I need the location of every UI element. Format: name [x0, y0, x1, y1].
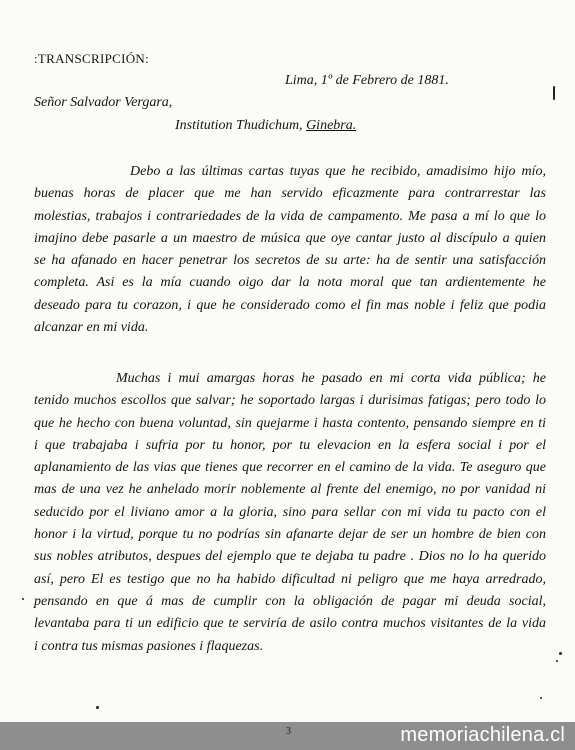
paragraph-2 [34, 368, 546, 658]
paragraph-line: levantaba para ti un edificio que te serviría de asilo contra muchos visitantes de la vida [34, 616, 546, 632]
letter-salutation: Señor Salvador Vergara, [34, 95, 173, 110]
scan-speck [96, 706, 99, 709]
paragraph-line: i que trabajaba i sufria por tu honor, por tu elevacion en la esfera social i por el [34, 437, 546, 453]
letter-address [175, 118, 356, 134]
paragraph-line: alcanzar en mi vida. [34, 320, 149, 336]
paragraph-line: completa. Asi es la mía cuando oigo dar la nota moral que tan ardientemente he [34, 275, 546, 291]
paragraph-line: mas de una vez he anhelado morir noblemente al frente del enemigo, no por vanidad ni [34, 482, 546, 498]
page-number: 3 [286, 726, 291, 737]
address-institution: Institution Thudichum, [175, 118, 303, 133]
letter-date: Lima, 1º de Febrero de 1881. [285, 73, 449, 88]
paragraph-line: seducido por el liviano amor a la gloria, sino para sellar con mi vida tu pacto con el [34, 504, 546, 520]
scan-speck [22, 598, 24, 600]
address-city: Ginebra. [306, 118, 357, 133]
paragraph-line: deseado para tu corazon, i que he considerado como el fin mas noble i feliz que podia [34, 297, 546, 313]
scan-speck [559, 652, 562, 655]
paragraph-1 [34, 161, 546, 339]
paragraph-line: tenido muchos escollos que salvar; he soportado largas i durisimas fatigas; pero todo lo [34, 393, 546, 409]
scan-speck [553, 86, 555, 100]
paragraph-line: imajino debe pasarle a un maestro de música que oye cantar justo al discípulo a quien [34, 230, 546, 246]
scan-speck [540, 697, 542, 699]
paragraph-line: sus nobles atributos, despues del ejemplo que te dejaba tu padre . Dios no lo ha querido [34, 549, 546, 565]
scan-speck [556, 660, 558, 662]
memoriachilena-watermark: memoriachilena.cl [400, 724, 565, 746]
paragraph-line: i contra tus mismas pasiones i flaquezas. [34, 638, 264, 654]
transcription-heading: :TRANSCRIPCIÓN: [34, 51, 150, 66]
paragraph-line: molestias, trabajos i contrariedades de la vida de campamento. Me pasa a mí lo que lo [34, 208, 546, 224]
paragraph-line: así, pero El es testigo que no ha habido dificultad ni peligro que me haya arredrado, [34, 571, 546, 587]
paragraph-line: que he hecho con buena voluntad, sin quejarme i hasta contento, pensando siempre en ti [34, 415, 546, 431]
paragraph-line: Debo a las últimas cartas tuyas que he recibido, amadisimo hijo mío, [130, 164, 546, 179]
paragraph-line: Muchas i mui amargas horas he pasado en mi corta vida pública; he [116, 371, 546, 386]
paragraph-line: pensando en que á mas de cumplir con la obligación de pagar mi deuda social, [34, 593, 546, 609]
paragraph-line: buenas horas de placer que me han servido eficazmente para contrarrestar las [34, 186, 546, 202]
paragraph-line: honor i la virtud, porque tu no podrías sin afanarte dejar de ser un hombre de bien con [34, 527, 546, 543]
paragraph-line: se ha afanado en hacer penetrar los secretos de su arte: ha de sentir una satisfacción [34, 253, 546, 269]
paragraph-line: aplanamiento de las vias que tienes que recorrer en el camino de la vida. Te aseguro que [34, 460, 546, 476]
